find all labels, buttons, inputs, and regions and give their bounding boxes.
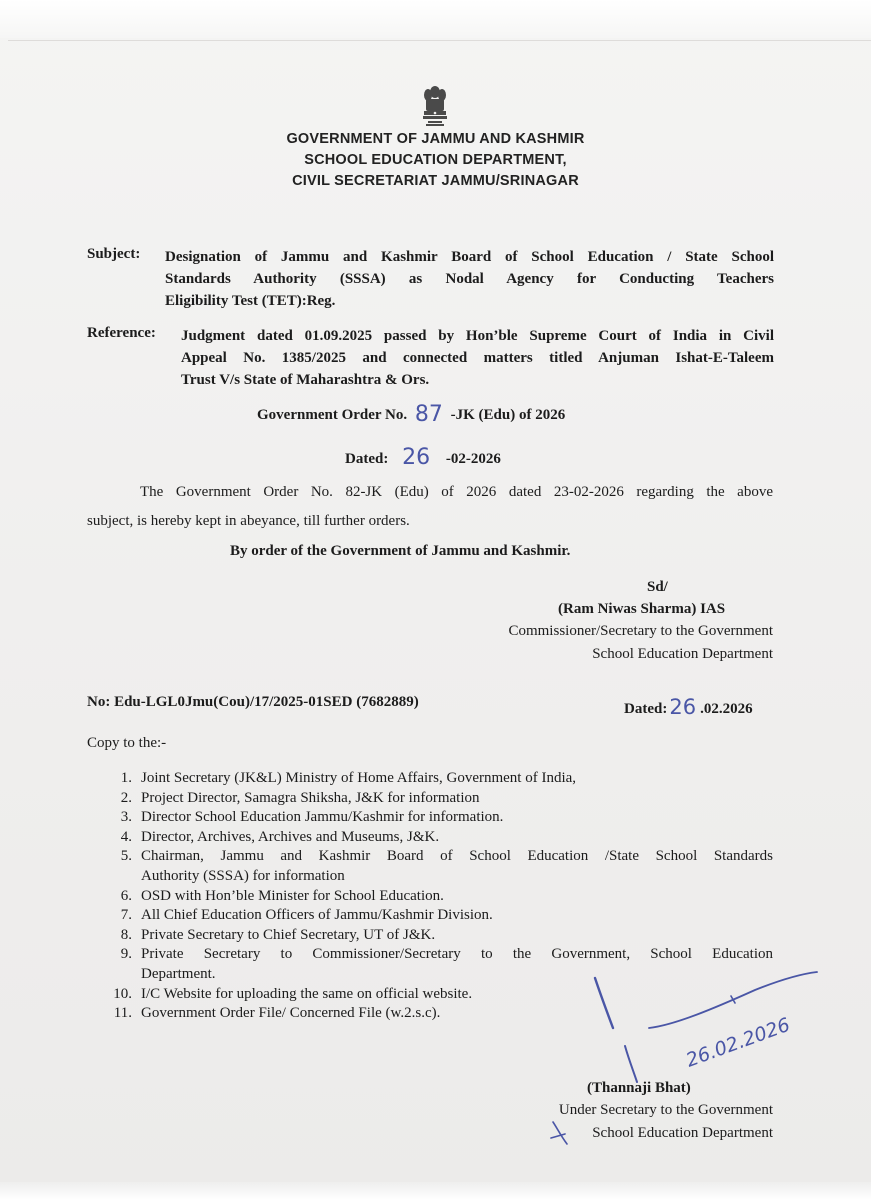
handwritten-initials-signature (585, 970, 825, 1090)
list-item-line-1: All Chief Education Officers of Jammu/Kashmir Division. (141, 907, 493, 924)
handwritten-date: 26.02.2026 (683, 1013, 793, 1072)
order-number-handwritten: 87 (414, 402, 443, 427)
body-line-1: The Government Order No. 82-JK (Edu) of 2026 dated 23-02-2026 regarding the above (140, 484, 773, 500)
list-item-text (141, 887, 773, 907)
copy-to-list-item (108, 906, 773, 926)
list-item-number: 6. (120, 887, 132, 904)
list-item-line-1: Director School Education Jammu/Kashmir for information. (141, 809, 504, 826)
file-date-rest: .02.2026 (700, 701, 753, 717)
subject-line-1: Designation of Jammu and Kashmir Board of School Education / State School (165, 249, 774, 265)
file-date-label: Dated: (624, 701, 668, 717)
list-item-line-1: Project Director, Samagra Shiksha, J&K for information (141, 789, 480, 806)
list-item-line-1: Government Order File/ Concerned File (w.2.s.c). (141, 1005, 441, 1022)
list-item-line-2: Department. (141, 965, 216, 982)
reference-line-3: Trust V/s State of Maharashtra & Ors. (181, 372, 430, 388)
subject-line-2: Standards Authority (SSSA) as Nodal Agency for Conducting Teachers (165, 271, 774, 287)
list-item-text (141, 847, 773, 886)
ink-mark-icon (549, 1120, 571, 1146)
order-day-handwritten: 26 (402, 445, 431, 470)
scan-top-edge (0, 0, 871, 38)
list-item-number: 7. (120, 907, 132, 924)
reference-label: Reference: (87, 325, 156, 341)
file-reference-date (624, 694, 753, 718)
order-number-suffix: -JK (Edu) of 2026 (450, 407, 566, 423)
list-item-text (141, 926, 773, 946)
copy-to-list-item (108, 887, 773, 907)
under-secretary-name: (Thannaji Bhat) (587, 1080, 691, 1096)
subject-label: Subject: (87, 246, 141, 262)
copy-to-list-item (108, 808, 773, 828)
copy-to-list-item (108, 926, 773, 946)
list-item-number: 9. (120, 946, 132, 963)
copy-to-list-item (108, 847, 773, 886)
scan-bottom-edge (0, 1182, 871, 1200)
file-reference-number: No: Edu-LGL0Jmu(Cou)/17/2025-01SED (7682889) (87, 694, 419, 710)
copy-to-list-item (108, 828, 773, 848)
subject-line-3: Eligibility Test (TET):Reg. (165, 293, 336, 309)
reference-line-1: Judgment dated 01.09.2025 passed by Hon’ble Supreme Court of India in Civil (181, 328, 774, 344)
sd-mark: Sd/ (647, 579, 668, 595)
subject-text (165, 246, 774, 312)
reference-line-2: Appeal No. 1385/2025 and connected matters titled Anjuman Ishat-E-Taleem (181, 350, 774, 366)
national-emblem-icon (419, 85, 451, 127)
header-department: SCHOOL EDUCATION DEPARTMENT, (304, 152, 567, 168)
list-item-number: 1. (120, 770, 132, 786)
order-number-prefix: Government Order No. (257, 407, 408, 423)
signatory-title: Commissioner/Secretary to the Government (508, 623, 773, 639)
list-item-text (141, 789, 773, 809)
reference-text (181, 325, 774, 391)
signatory-department: School Education Department (592, 646, 773, 662)
body-line-2: subject, is hereby kept in abeyance, till further orders. (87, 513, 410, 529)
list-item-line-1: Chairman, Jammu and Kashmir Board of School Education /State School Standards (141, 848, 773, 865)
list-item-line-1: Joint Secretary (JK&L) Ministry of Home Affairs, Government of India, (141, 770, 577, 786)
list-item-number: 2. (120, 789, 132, 806)
list-item-text (141, 808, 773, 828)
list-item-number: 4. (120, 828, 132, 845)
file-day-handwritten: 26 (669, 695, 697, 719)
order-date-rest: -02-2026 (445, 451, 501, 467)
list-item-number: 3. (120, 809, 132, 826)
header-government: GOVERNMENT OF JAMMU AND KASHMIR (286, 131, 585, 147)
list-item-line-2: Authority (SSSA) for information (141, 867, 345, 884)
order-date-line (345, 444, 501, 469)
by-order-line: By order of the Government of Jammu and Kashmir. (230, 543, 571, 559)
list-item-number: 5. (120, 848, 132, 865)
under-secretary-title: Under Secretary to the Government (558, 1102, 773, 1118)
order-number-line (257, 400, 565, 425)
list-item-number: 10. (113, 985, 132, 1002)
under-secretary-department: School Education Department (592, 1125, 773, 1141)
copy-to-list-item (108, 769, 773, 789)
list-item-line-1: OSD with Hon’ble Minister for School Education. (141, 887, 444, 904)
body-paragraph (87, 478, 773, 536)
list-item-line-1: Private Secretary to Chief Secretary, UT of J&K. (141, 926, 436, 943)
copy-to-heading: Copy to the:- (87, 735, 167, 751)
order-date-label: Dated: (345, 451, 389, 467)
header-secretariat: CIVIL SECRETARIAT JAMMU/SRINAGAR (292, 173, 579, 189)
list-item-text (141, 906, 773, 926)
signatory-name: (Ram Niwas Sharma) IAS (558, 601, 726, 617)
scan-top-border (8, 40, 871, 41)
list-item-line-1: Director, Archives, Archives and Museums, J&K. (141, 828, 440, 845)
list-item-line-1: Private Secretary to Commissioner/Secretary to the Government, School Education (141, 946, 773, 963)
list-item-line-1: I/C Website for uploading the same on official website. (141, 985, 473, 1002)
list-item-number: 11. (113, 1005, 132, 1022)
list-item-text (141, 828, 773, 848)
copy-to-list-item (108, 789, 773, 809)
list-item-number: 8. (120, 926, 132, 943)
list-item-text (141, 769, 773, 789)
